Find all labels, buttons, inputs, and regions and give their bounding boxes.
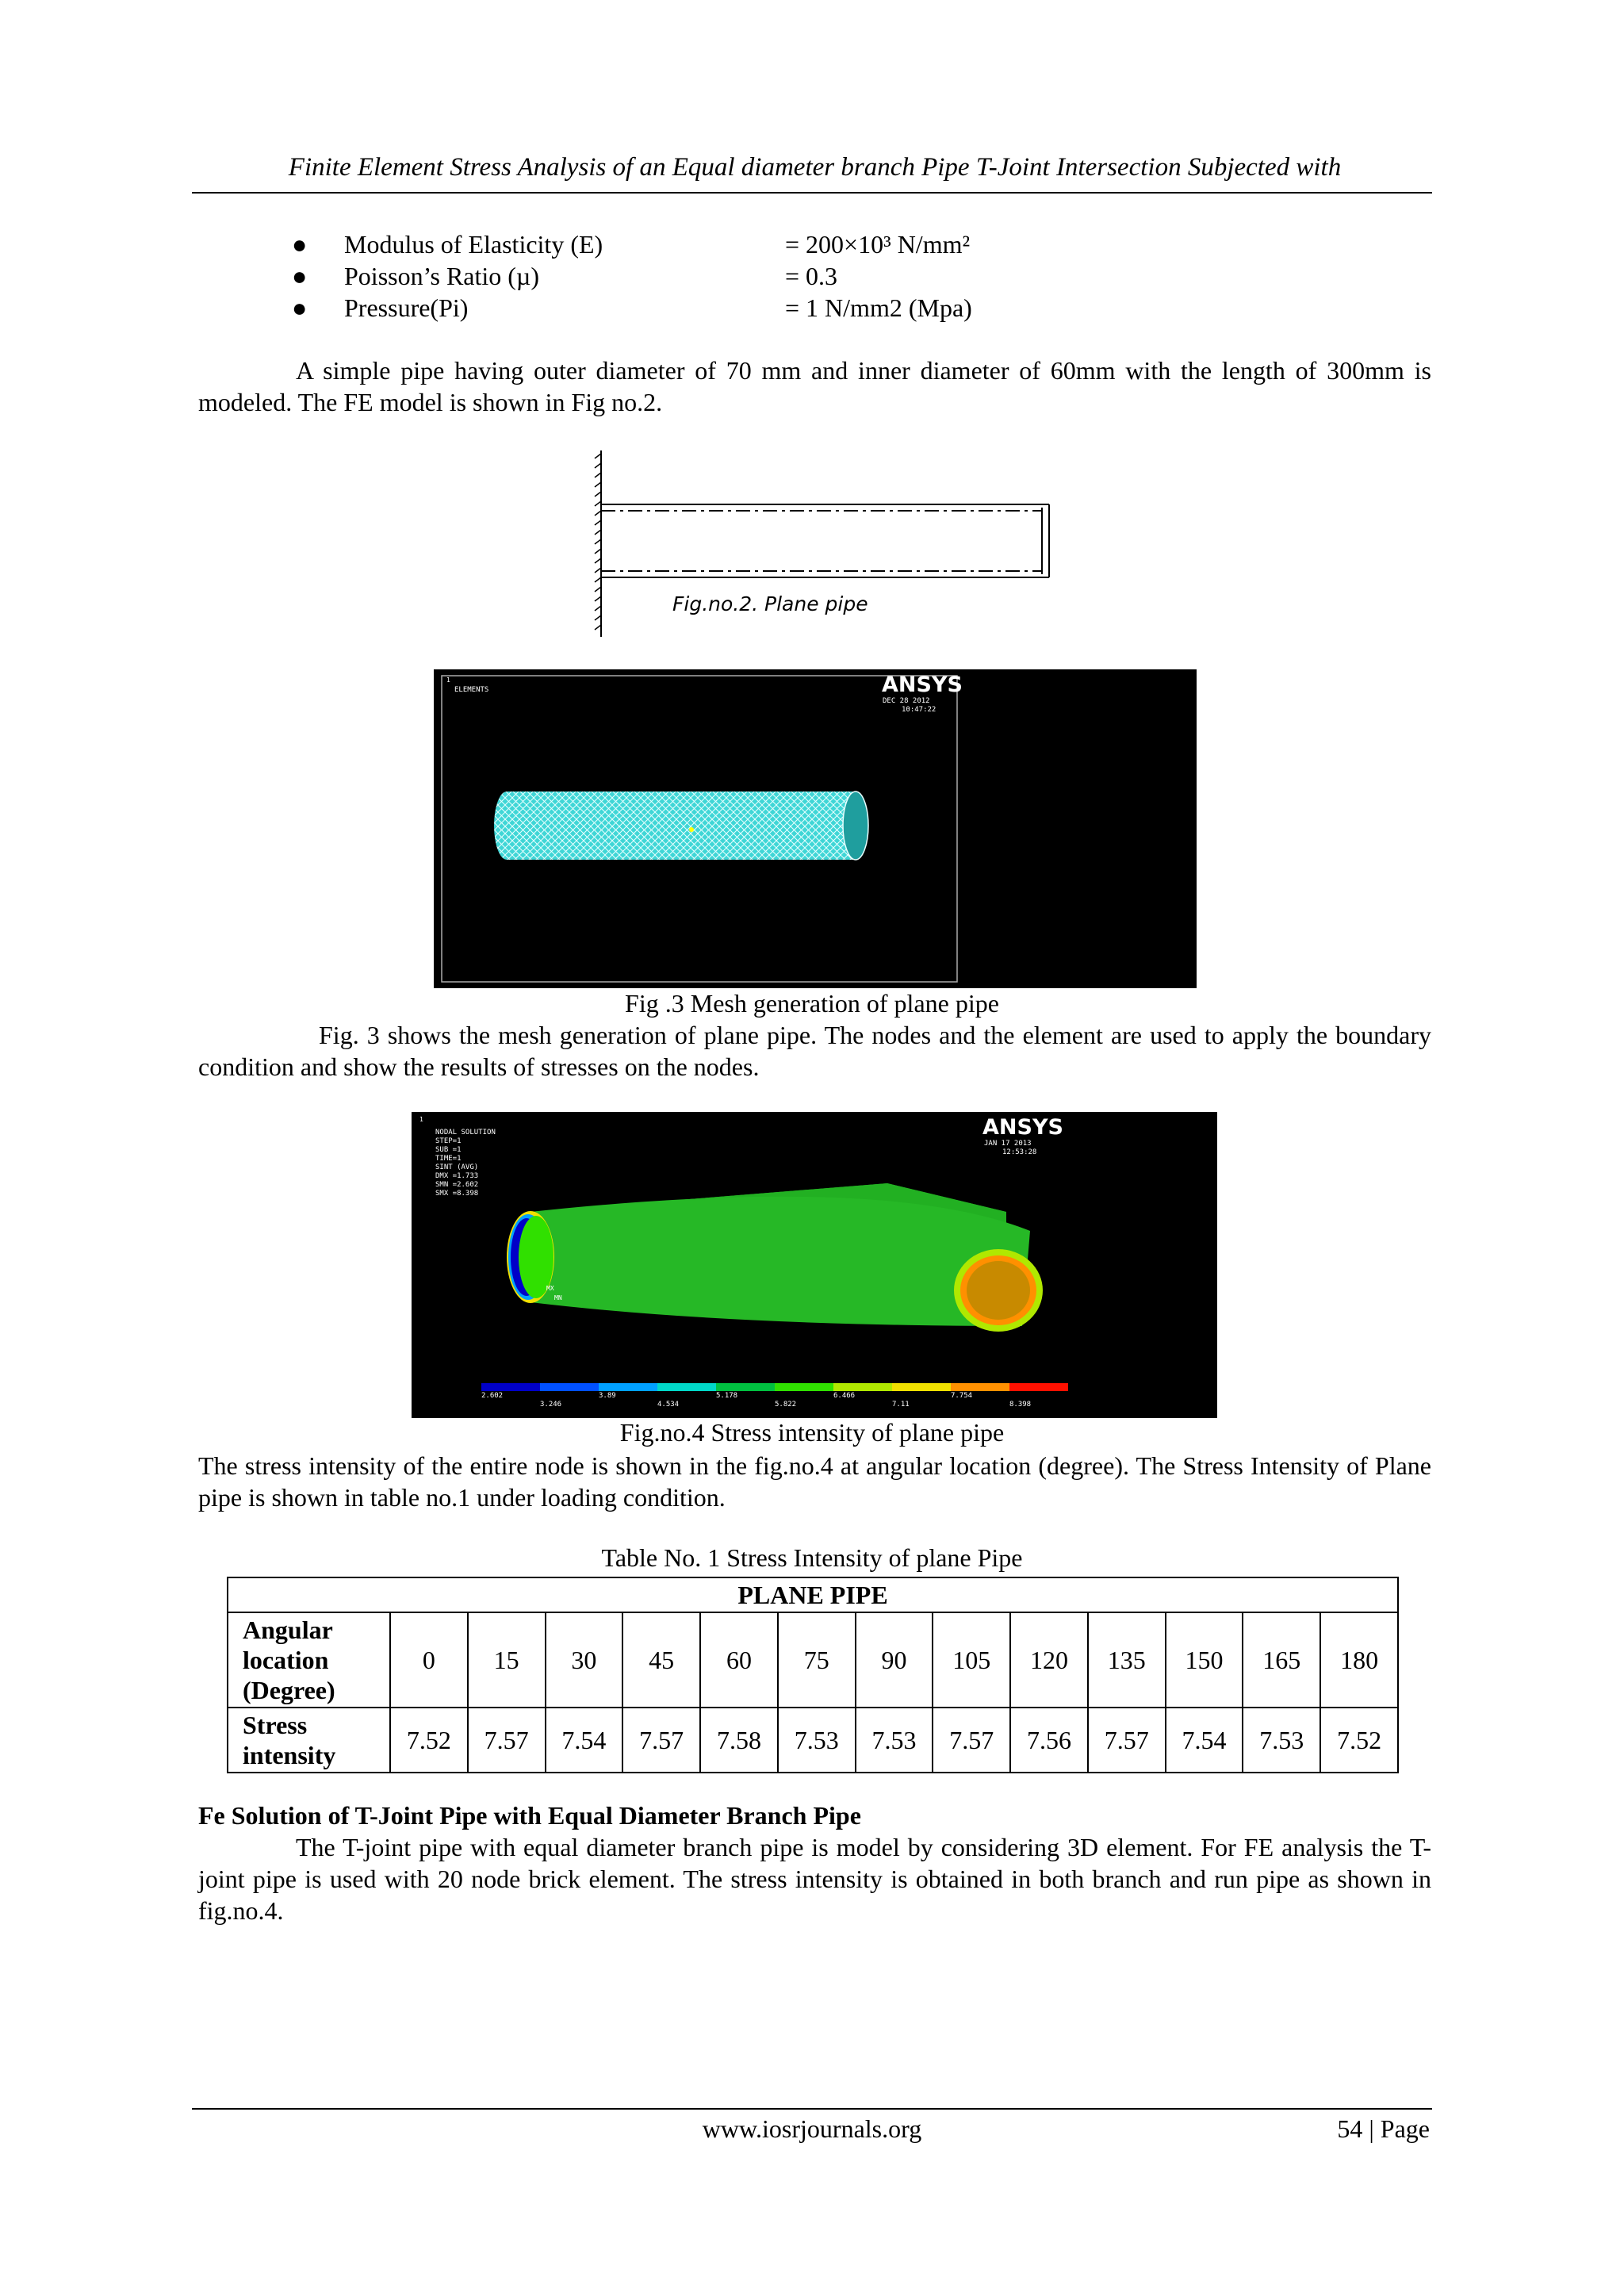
svg-text:8.398: 8.398 [1009,1401,1032,1409]
paragraph-mesh-description: Fig. 3 shows the mesh generation of plane pipe. The nodes and the element are used to apply the boundary condition and show the results of stresses on the nodes. [198,1021,1431,1081]
svg-text:DMX =1.733: DMX =1.733 [435,1172,479,1180]
table-cell: 7.57 [468,1708,546,1773]
property-value: = 200×10³ N/mm² [785,230,971,259]
meshed-pipe [494,792,868,860]
figure-mesh-screenshot [434,669,1197,988]
svg-text:SINT (AVG): SINT (AVG) [435,1163,479,1171]
stress-intensity-table [227,1577,1399,1773]
plot-label: ELEMENTS [454,686,489,694]
property-item [292,260,1085,292]
legend-swatch [540,1383,599,1391]
footer-rule [192,2108,1432,2110]
property-name: Modulus of Elasticity (E) [344,230,603,259]
property-item [292,228,1085,260]
property-value: = 0.3 [785,262,838,290]
svg-text:NODAL SOLUTION: NODAL SOLUTION [435,1129,496,1137]
table-title-row [228,1577,1398,1612]
table-cell: 180 [1320,1612,1398,1708]
table-cell: 7.56 [1010,1708,1088,1773]
svg-text:SUB =1: SUB =1 [435,1146,462,1154]
table-cell: 7.53 [1243,1708,1320,1773]
ansys-logo: ANSYS [982,1115,1063,1140]
figure-4-caption: Fig.no.4 Stress intensity of plane pipe [619,1418,1005,1447]
svg-text:STEP=1: STEP=1 [435,1137,462,1145]
table-cell: 105 [933,1612,1010,1708]
table-row [228,1708,1398,1773]
svg-text:5.822: 5.822 [775,1401,797,1409]
legend-swatch [716,1383,775,1391]
material-properties-list [292,228,1085,324]
table-cell: 7.57 [622,1708,700,1773]
table-cell: 150 [1166,1612,1243,1708]
table-cell: 7.57 [1088,1708,1166,1773]
window-number: 1 [446,677,450,684]
legend-swatch [951,1383,1009,1391]
svg-text:MN: MN [554,1294,562,1301]
property-name: Pressure(Pi) [344,293,469,322]
figure-3-caption: Fig .3 Mesh generation of plane pipe [625,989,999,1018]
footer-page-number: 54 | Page [1337,2114,1430,2143]
svg-text:7.754: 7.754 [951,1392,973,1400]
table-cell: 45 [622,1612,700,1708]
plot-date: DEC 28 2012 [883,697,930,705]
table-cell: 7.53 [778,1708,856,1773]
paragraph-t-joint: The T-joint pipe with equal diameter branch pipe is model by considering 3D element. For FE analysis the T-joint pipe is used with 20 node brick element. The stress intensity is obtained in both branch and run pipe as shown in fig.no.4. [198,1833,1431,1925]
svg-text:6.466: 6.466 [833,1392,856,1400]
contour-legend-labels [481,1392,1031,1409]
svg-text:3.89: 3.89 [599,1392,616,1400]
table-cell: 7.52 [1320,1708,1398,1773]
row-label-stress-intensity: Stress intensity [228,1708,390,1773]
property-item [292,292,1085,324]
legend-swatch [775,1383,833,1391]
bullet-icon: ● [292,262,308,290]
bullet-icon: ● [292,230,308,259]
support-hatching [595,454,601,630]
solution-info [435,1129,496,1198]
table-cell: 7.54 [1166,1708,1243,1773]
table-cell: 7.53 [856,1708,933,1773]
table-cell: 120 [1010,1612,1088,1708]
table-cell: 75 [778,1612,856,1708]
table-title: PLANE PIPE [228,1577,1398,1612]
ansys-logo: ANSYS [882,673,963,697]
svg-text:TIME=1: TIME=1 [435,1155,462,1163]
table-row [228,1612,1398,1708]
table-cell: 135 [1088,1612,1166,1708]
svg-text:MX: MX [546,1285,554,1292]
table-cell: 7.54 [546,1708,623,1773]
table-caption: Table No. 1 Stress Intensity of plane Pipe [601,1543,1023,1572]
svg-text:5.178: 5.178 [716,1392,738,1400]
contour-legend-bar [481,1383,1068,1391]
table-cell: 60 [700,1612,778,1708]
table-cell: 7.58 [700,1708,778,1773]
figure-plane-pipe [593,450,1053,641]
header-rule [192,192,1432,194]
paragraph-pipe-model: A simple pipe having outer diameter of 70 mm and inner diameter of 60mm with the length of 300mm is modeled. The FE model is shown in Fig no.2. [198,356,1431,416]
legend-swatch [1009,1383,1068,1391]
figure-2-caption: Fig.no.2. Plane pipe [672,592,868,615]
legend-swatch [833,1383,892,1391]
property-name: Poisson’s Ratio (µ) [344,262,540,290]
legend-swatch [481,1383,540,1391]
plot-time: 12:53:28 [1002,1148,1037,1156]
table-cell: 90 [856,1612,933,1708]
footer-journal-url: www.iosrjournals.org [702,2114,922,2143]
legend-swatch [599,1383,657,1391]
table-cell: 7.52 [390,1708,468,1773]
pipe-wall-dashed [601,511,1042,571]
bullet-icon: ● [292,293,308,322]
table-cell: 30 [546,1612,623,1708]
stress-contour-pipe [507,1183,1043,1332]
svg-text:SMX =8.398: SMX =8.398 [435,1190,479,1198]
figure-stress-intensity-screenshot [412,1112,1217,1418]
svg-text:SMN =2.602: SMN =2.602 [435,1181,479,1189]
row-label-angular-location: Angular location (Degree) [228,1612,390,1708]
svg-text:3.246: 3.246 [540,1401,562,1409]
svg-text:4.534: 4.534 [657,1401,680,1409]
pipe-outline [601,504,1049,577]
table-cell: 7.57 [933,1708,1010,1773]
table-cell: 15 [468,1612,546,1708]
plot-time: 10:47:22 [902,706,936,714]
section-heading: Fe Solution of T-Joint Pipe with Equal Diameter Branch Pipe [198,1801,861,1830]
property-value: = 1 N/mm2 (Mpa) [785,293,972,322]
plot-date: JAN 17 2013 [984,1140,1032,1148]
table-cell: 165 [1243,1612,1320,1708]
legend-swatch [892,1383,951,1391]
table-cell: 0 [390,1612,468,1708]
svg-text:7.11: 7.11 [892,1401,910,1409]
running-header: Finite Element Stress Analysis of an Equal diameter branch Pipe T-Joint Intersection Subjected with [288,153,1342,182]
paragraph-stress-intensity: The stress intensity of the entire node is shown in the fig.no.4 at angular location (degree). The Stress Intensity of Plane pipe is shown in table no.1 under loading condition. [198,1451,1431,1512]
svg-text:2.602: 2.602 [481,1392,504,1400]
legend-swatch [657,1383,716,1391]
window-number: 1 [419,1116,423,1123]
